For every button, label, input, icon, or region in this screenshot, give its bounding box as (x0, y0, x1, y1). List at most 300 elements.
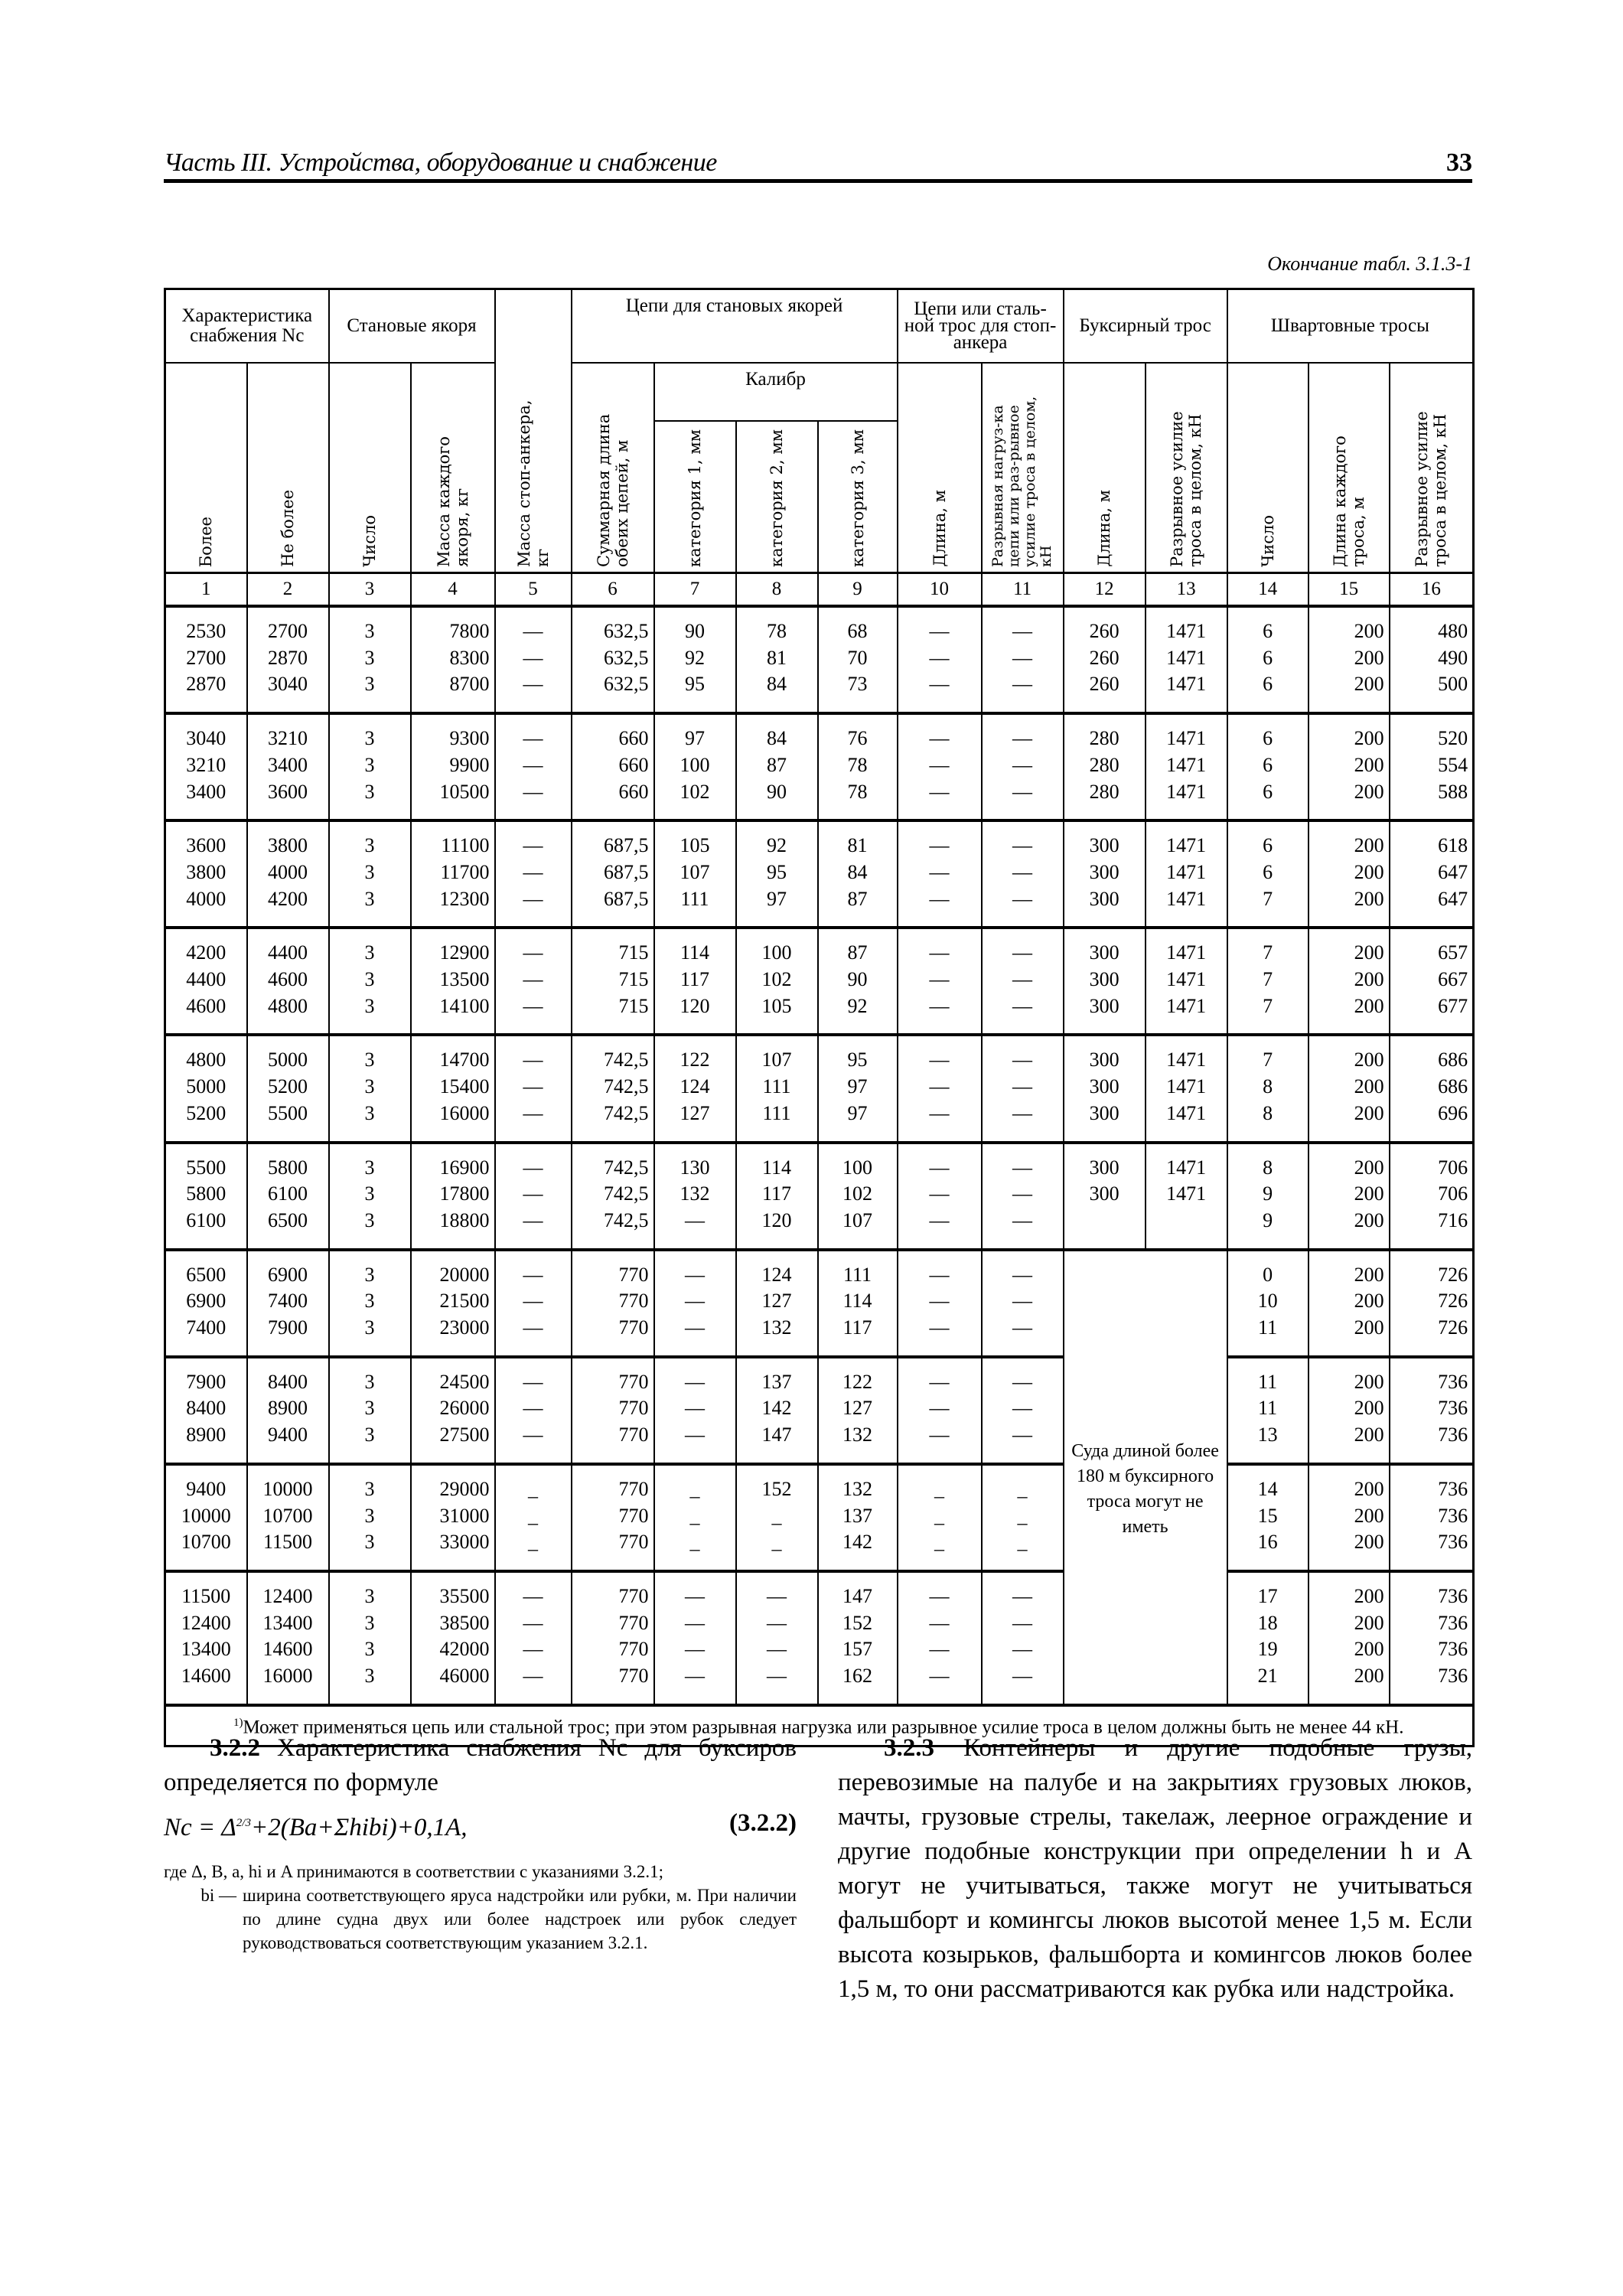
table-cell: — (898, 928, 982, 967)
section-number: 3.2.2 (210, 1734, 260, 1762)
table-cell: — (654, 1288, 736, 1315)
table-cell: — (495, 1357, 572, 1396)
table-cell: 280 (1064, 779, 1146, 821)
table-cell: — (495, 1610, 572, 1637)
table-cell: — (982, 645, 1064, 672)
table-row (165, 993, 1474, 1035)
table-cell: — (654, 1610, 736, 1637)
table-cell: 770 (572, 1395, 654, 1422)
table-cell: — (982, 967, 1064, 993)
table-cell: — (654, 1250, 736, 1289)
table-cell: 736 (1390, 1503, 1474, 1530)
table-cell: — (495, 886, 572, 928)
table-cell: 107 (736, 1035, 818, 1074)
table-cell: 92 (654, 645, 736, 672)
table-cell: 300 (1064, 1143, 1146, 1182)
table-cell: 7 (1227, 1035, 1309, 1074)
table-cell: 1471 (1146, 713, 1227, 752)
table-cell: _ (898, 1503, 982, 1530)
table-cell: _ (736, 1529, 818, 1571)
table-cell: 2870 (165, 671, 247, 713)
table-cell: — (898, 1422, 982, 1464)
table-cell: 84 (818, 859, 898, 886)
table-caption: Окончание табл. 3.1.3-1 (1267, 253, 1472, 275)
table-cell: _ (654, 1464, 736, 1503)
table-cell: 7400 (165, 1315, 247, 1357)
table-cell: 102 (736, 967, 818, 993)
table-cell: 10000 (247, 1464, 329, 1503)
table-cell: 686 (1390, 1074, 1474, 1101)
table-cell: — (495, 1208, 572, 1250)
table-cell: _ (654, 1529, 736, 1571)
column-number: 14 (1227, 573, 1309, 607)
table-cell: 2700 (165, 645, 247, 672)
table-cell: — (898, 1288, 982, 1315)
table-cell: 4200 (165, 928, 247, 967)
header-stop-break: Разрывная нагруз-ка цепи или раз-рывное усилие троса в целом, кН (982, 363, 1064, 573)
table-cell: 200 (1309, 1315, 1390, 1357)
table-cell: — (495, 1101, 572, 1143)
table-cell: _ (982, 1464, 1064, 1503)
merged-tow-note: Суда длиной более 180 м буксирного троса могут не иметь (1064, 1250, 1227, 1705)
table-cell: 87 (736, 752, 818, 779)
table-cell: 124 (654, 1074, 736, 1101)
equipment-table (164, 288, 1475, 1747)
column-number: 11 (982, 573, 1064, 607)
table-cell: — (898, 859, 982, 886)
table-cell: — (495, 606, 572, 645)
table-row (165, 1395, 1474, 1422)
table-cell: 1471 (1146, 1101, 1227, 1143)
table-cell: 715 (572, 967, 654, 993)
table-cell: 26000 (411, 1395, 495, 1422)
table-cell: 3 (329, 1529, 411, 1571)
table-cell: — (898, 820, 982, 859)
table-cell: 5000 (165, 1074, 247, 1101)
table-cell: 1471 (1146, 1074, 1227, 1101)
table-cell: 13400 (165, 1636, 247, 1663)
table-cell: 1471 (1146, 820, 1227, 859)
table-cell: 10000 (165, 1503, 247, 1530)
table-cell: 95 (818, 1035, 898, 1074)
table-row (165, 1181, 1474, 1208)
table-cell: 200 (1309, 1663, 1390, 1705)
table-cell: — (898, 1101, 982, 1143)
table-cell: 6 (1227, 779, 1309, 821)
table-cell: 92 (818, 993, 898, 1035)
table-cell: 3 (329, 1571, 411, 1610)
table-cell: 3 (329, 752, 411, 779)
table-cell: 3 (329, 1181, 411, 1208)
table-cell: 300 (1064, 993, 1146, 1035)
table-row (165, 1315, 1474, 1357)
table-cell: 742,5 (572, 1181, 654, 1208)
table-cell: — (982, 606, 1064, 645)
table-cell: 770 (572, 1357, 654, 1396)
table-cell: 770 (572, 1503, 654, 1530)
table-cell: — (982, 1208, 1064, 1250)
table-cell: — (898, 645, 982, 672)
table-cell: — (898, 993, 982, 1035)
table-cell: — (654, 1571, 736, 1610)
table-cell: 6900 (165, 1288, 247, 1315)
table-cell: — (982, 1610, 1064, 1637)
table-cell: — (982, 1422, 1064, 1464)
table-cell: 677 (1390, 993, 1474, 1035)
table-row (165, 1571, 1474, 1610)
table-row (165, 1208, 1474, 1250)
table-cell: — (982, 1395, 1064, 1422)
table-cell: 87 (818, 928, 898, 967)
table-cell: 200 (1309, 752, 1390, 779)
table-cell: 3 (329, 1395, 411, 1422)
table-cell: 736 (1390, 1357, 1474, 1396)
table-cell: 588 (1390, 779, 1474, 821)
table-cell: — (898, 752, 982, 779)
column-number: 16 (1390, 573, 1474, 607)
table-cell: 200 (1309, 1101, 1390, 1143)
table-cell: 2700 (247, 606, 329, 645)
table-cell: 11500 (165, 1571, 247, 1610)
table-cell: 2530 (165, 606, 247, 645)
table-cell: 1471 (1146, 1181, 1227, 1208)
table-cell: — (982, 1035, 1064, 1074)
table-cell: — (495, 1288, 572, 1315)
table-cell: 73 (818, 671, 898, 713)
table-cell: 2870 (247, 645, 329, 672)
table-cell: 12300 (411, 886, 495, 928)
table-cell: 117 (654, 967, 736, 993)
column-number: 13 (1146, 573, 1227, 607)
footnote-text: Может применяться цепь или стальной трос; при этом разрывная нагрузка или разрывное усилие троса в целом должны быть не менее 44 кН. (243, 1717, 1404, 1738)
table-cell: 3800 (247, 820, 329, 859)
table-cell: — (898, 1181, 982, 1208)
table-cell: 687,5 (572, 820, 654, 859)
header-cat2: категория 2, мм (736, 421, 818, 573)
table-cell: — (982, 1571, 1064, 1610)
table-cell: 300 (1064, 1181, 1146, 1208)
table-cell: 46000 (411, 1663, 495, 1705)
table-cell: 300 (1064, 1074, 1146, 1101)
table-cell: 300 (1064, 928, 1146, 967)
table-cell: 1471 (1146, 859, 1227, 886)
table-cell: 736 (1390, 1610, 1474, 1637)
table-cell: 8400 (247, 1357, 329, 1396)
table-cell: 1471 (1146, 779, 1227, 821)
table-cell: 147 (818, 1571, 898, 1610)
table-cell: 23000 (411, 1315, 495, 1357)
table-cell: 21 (1227, 1663, 1309, 1705)
table-row (165, 1663, 1474, 1705)
table-cell: 13 (1227, 1422, 1309, 1464)
table-row (165, 1610, 1474, 1637)
table-cell: 6 (1227, 671, 1309, 713)
table-cell: 6 (1227, 859, 1309, 886)
table-row (165, 820, 1474, 859)
table-cell: — (495, 752, 572, 779)
table-cell: 124 (736, 1250, 818, 1289)
table-row (165, 752, 1474, 779)
table-cell: 78 (736, 606, 818, 645)
running-head-title: Часть III. Устройства, оборудование и снабжение (164, 148, 717, 177)
table-cell: 102 (654, 779, 736, 821)
table-cell: 3 (329, 1208, 411, 1250)
table-cell: — (495, 859, 572, 886)
table-row (165, 606, 1474, 645)
table-cell: 1471 (1146, 993, 1227, 1035)
table-cell: 16 (1227, 1529, 1309, 1571)
column-number: 3 (329, 573, 411, 607)
section-text: Контейнеры и другие подобные грузы, перевозимые на палубе и на закрытиях грузовых люков, мачты, грузовые стрелы, такелаж, леерное ограждение и другие подобные конструкции при определении h и A могут не учитываться, также могут не учитываться фальшборт и комингсы люков высотой менее 1,5 м. Если высота козырьков, фальшборта и комингсов люков более 1,5 м, то они рассматриваются как рубка или надстройка. (838, 1734, 1473, 2003)
table-cell: 100 (818, 1143, 898, 1182)
table-cell: 200 (1309, 671, 1390, 713)
table-cell: 687,5 (572, 859, 654, 886)
column-number: 10 (898, 573, 982, 607)
table-cell: 9400 (247, 1422, 329, 1464)
table-cell: 10500 (411, 779, 495, 821)
table-cell: 8 (1227, 1101, 1309, 1143)
table-cell: 1471 (1146, 671, 1227, 713)
table-cell: 300 (1064, 1035, 1146, 1074)
table-cell: — (982, 859, 1064, 886)
table-cell: 5200 (165, 1101, 247, 1143)
table-cell: 3 (329, 967, 411, 993)
table-cell: 300 (1064, 886, 1146, 928)
table-cell: — (982, 993, 1064, 1035)
table-cell: 15400 (411, 1074, 495, 1101)
table-cell: 120 (654, 993, 736, 1035)
table-cell: — (898, 1571, 982, 1610)
table-cell: 200 (1309, 1208, 1390, 1250)
table-cell: 3 (329, 1315, 411, 1357)
table-cell: 102 (818, 1181, 898, 1208)
table-cell: 142 (736, 1395, 818, 1422)
table-cell: — (898, 1610, 982, 1637)
table-cell: 130 (654, 1143, 736, 1182)
table-cell: — (495, 1663, 572, 1705)
table-cell: 9400 (165, 1464, 247, 1503)
table-row (165, 886, 1474, 928)
table-cell: — (898, 713, 982, 752)
table-cell: 11 (1227, 1315, 1309, 1357)
table-cell: — (898, 1074, 982, 1101)
table-cell: 13500 (411, 967, 495, 993)
table-cell: 8300 (411, 645, 495, 672)
table-cell: 18800 (411, 1208, 495, 1250)
table-cell: 200 (1309, 1143, 1390, 1182)
table-cell: 4800 (247, 993, 329, 1035)
table-row (165, 779, 1474, 821)
table-cell: 3 (329, 1074, 411, 1101)
table-cell: — (495, 671, 572, 713)
table-cell: 200 (1309, 1610, 1390, 1637)
table-cell: 3400 (165, 779, 247, 821)
table-cell: 8 (1227, 1143, 1309, 1182)
table-row (165, 1422, 1474, 1464)
table-cell: 632,5 (572, 671, 654, 713)
table-cell: 742,5 (572, 1035, 654, 1074)
table-cell: 81 (818, 820, 898, 859)
table-cell: 4800 (165, 1035, 247, 1074)
table-cell: 68 (818, 606, 898, 645)
table-cell: 3 (329, 606, 411, 645)
table-cell: — (982, 779, 1064, 821)
table-cell: 157 (818, 1636, 898, 1663)
table-cell: 122 (654, 1035, 736, 1074)
table-cell: 3 (329, 1663, 411, 1705)
header-stop-anchor-mass: Масса стоп-анкера, кг (495, 289, 572, 573)
table-cell: 726 (1390, 1288, 1474, 1315)
table-cell: 3 (329, 859, 411, 886)
table-cell: — (898, 1143, 982, 1182)
table-cell: 3 (329, 779, 411, 821)
table-cell: _ (495, 1529, 572, 1571)
table-cell: 300 (1064, 967, 1146, 993)
table-cell: 200 (1309, 645, 1390, 672)
table-cell: — (495, 993, 572, 1035)
table-row (165, 1101, 1474, 1143)
table-row (165, 1503, 1474, 1530)
table-cell: 716 (1390, 1208, 1474, 1250)
table-cell: — (654, 1357, 736, 1396)
table-cell: 97 (736, 886, 818, 928)
table-cell: 657 (1390, 928, 1474, 967)
table-cell: 8400 (165, 1395, 247, 1422)
column-number: 15 (1309, 573, 1390, 607)
table-cell: 162 (818, 1663, 898, 1705)
table-cell: 200 (1309, 1503, 1390, 1530)
table-cell: 618 (1390, 820, 1474, 859)
table-cell: 38500 (411, 1610, 495, 1637)
table-cell: 770 (572, 1663, 654, 1705)
table-cell: 11 (1227, 1357, 1309, 1396)
table-cell: 100 (736, 928, 818, 967)
table-cell: 8900 (247, 1395, 329, 1422)
table-cell: 6 (1227, 752, 1309, 779)
table-cell: 200 (1309, 1529, 1390, 1571)
table-cell: 6 (1227, 713, 1309, 752)
table-cell: 9 (1227, 1181, 1309, 1208)
table-cell: — (495, 1143, 572, 1182)
table-cell: 95 (654, 671, 736, 713)
table-cell: 1471 (1146, 752, 1227, 779)
header-more: Более (165, 363, 247, 573)
table-cell: — (736, 1610, 818, 1637)
table-cell: 152 (736, 1464, 818, 1503)
group-header-row (165, 289, 1474, 364)
table-cell: 660 (572, 752, 654, 779)
table-cell: 500 (1390, 671, 1474, 713)
table-cell: 3 (329, 1422, 411, 1464)
table-cell: 6100 (247, 1181, 329, 1208)
table-cell: — (982, 820, 1064, 859)
header-anchor-number: Число (329, 363, 411, 573)
table-cell: — (898, 1250, 982, 1289)
table-cell: 11500 (247, 1529, 329, 1571)
header-tow-length: Длина, м (1064, 363, 1146, 573)
table-cell: 10 (1227, 1288, 1309, 1315)
table-cell: 9 (1227, 1208, 1309, 1250)
table-cell: 726 (1390, 1315, 1474, 1357)
table-cell: 114 (654, 928, 736, 967)
section-3-2-3 (838, 1731, 1472, 2007)
column-number: 9 (818, 573, 898, 607)
table-cell: 490 (1390, 645, 1474, 672)
table-cell: 5000 (247, 1035, 329, 1074)
table-row (165, 1464, 1474, 1503)
table-cell: 200 (1309, 993, 1390, 1035)
table-cell: 6900 (247, 1250, 329, 1289)
table-cell: _ (982, 1503, 1064, 1530)
table-cell: 152 (818, 1610, 898, 1637)
table-cell: 81 (736, 645, 818, 672)
table-cell: 706 (1390, 1181, 1474, 1208)
table-cell: — (654, 1663, 736, 1705)
table-cell: 10700 (247, 1503, 329, 1530)
table-cell: 7 (1227, 993, 1309, 1035)
table-cell: 97 (654, 713, 736, 752)
table-cell: 114 (818, 1288, 898, 1315)
table-cell: 97 (818, 1101, 898, 1143)
table-cell: 200 (1309, 1636, 1390, 1663)
table-cell: 3 (329, 1610, 411, 1637)
header-moor-length: Длина каждого троса, м (1309, 363, 1390, 573)
table-cell: 300 (1064, 1101, 1146, 1143)
table-cell: 111 (818, 1250, 898, 1289)
table-cell: 16000 (247, 1663, 329, 1705)
table-cell: — (495, 928, 572, 967)
table-cell: 260 (1064, 645, 1146, 672)
table-cell: 14700 (411, 1035, 495, 1074)
table-cell: _ (654, 1503, 736, 1530)
table-cell: 35500 (411, 1571, 495, 1610)
table-cell: — (495, 1422, 572, 1464)
table-cell: — (654, 1208, 736, 1250)
table-cell: 4600 (165, 993, 247, 1035)
table-cell: 3 (329, 1035, 411, 1074)
table-cell: — (495, 1395, 572, 1422)
table-cell: 14100 (411, 993, 495, 1035)
table-cell: 132 (654, 1181, 736, 1208)
table-cell: — (982, 1181, 1064, 1208)
table-cell: 20000 (411, 1250, 495, 1289)
table-cell: — (982, 1074, 1064, 1101)
table-cell: 3 (329, 928, 411, 967)
table-cell: — (898, 1357, 982, 1396)
table-cell: 200 (1309, 1288, 1390, 1315)
formula: $Nc = \Delta^{2/3}+2(Ba+\Sigma hibi)+0,1A$, (3.2.2) (164, 1806, 797, 1843)
table-cell: 7 (1227, 886, 1309, 928)
table-cell: 14600 (165, 1663, 247, 1705)
table-cell: — (982, 1636, 1064, 1663)
table-cell: 122 (818, 1357, 898, 1396)
table-cell: 200 (1309, 1357, 1390, 1396)
table-cell: 9900 (411, 752, 495, 779)
table-cell: 736 (1390, 1571, 1474, 1610)
table-cell: _ (982, 1529, 1064, 1571)
table-cell: 736 (1390, 1663, 1474, 1705)
table-cell: 8700 (411, 671, 495, 713)
table-cell: 6100 (165, 1208, 247, 1250)
table-cell: 715 (572, 993, 654, 1035)
table-cell: — (495, 820, 572, 859)
equation-number: (3.2.2) (729, 1809, 797, 1837)
table-cell: 29000 (411, 1464, 495, 1503)
table-cell: 200 (1309, 928, 1390, 967)
bi-symbol: bi — (200, 1886, 236, 1905)
header-anchor-mass: Масса каждого якоря, кг (411, 363, 495, 573)
table-cell (1064, 1208, 1146, 1250)
